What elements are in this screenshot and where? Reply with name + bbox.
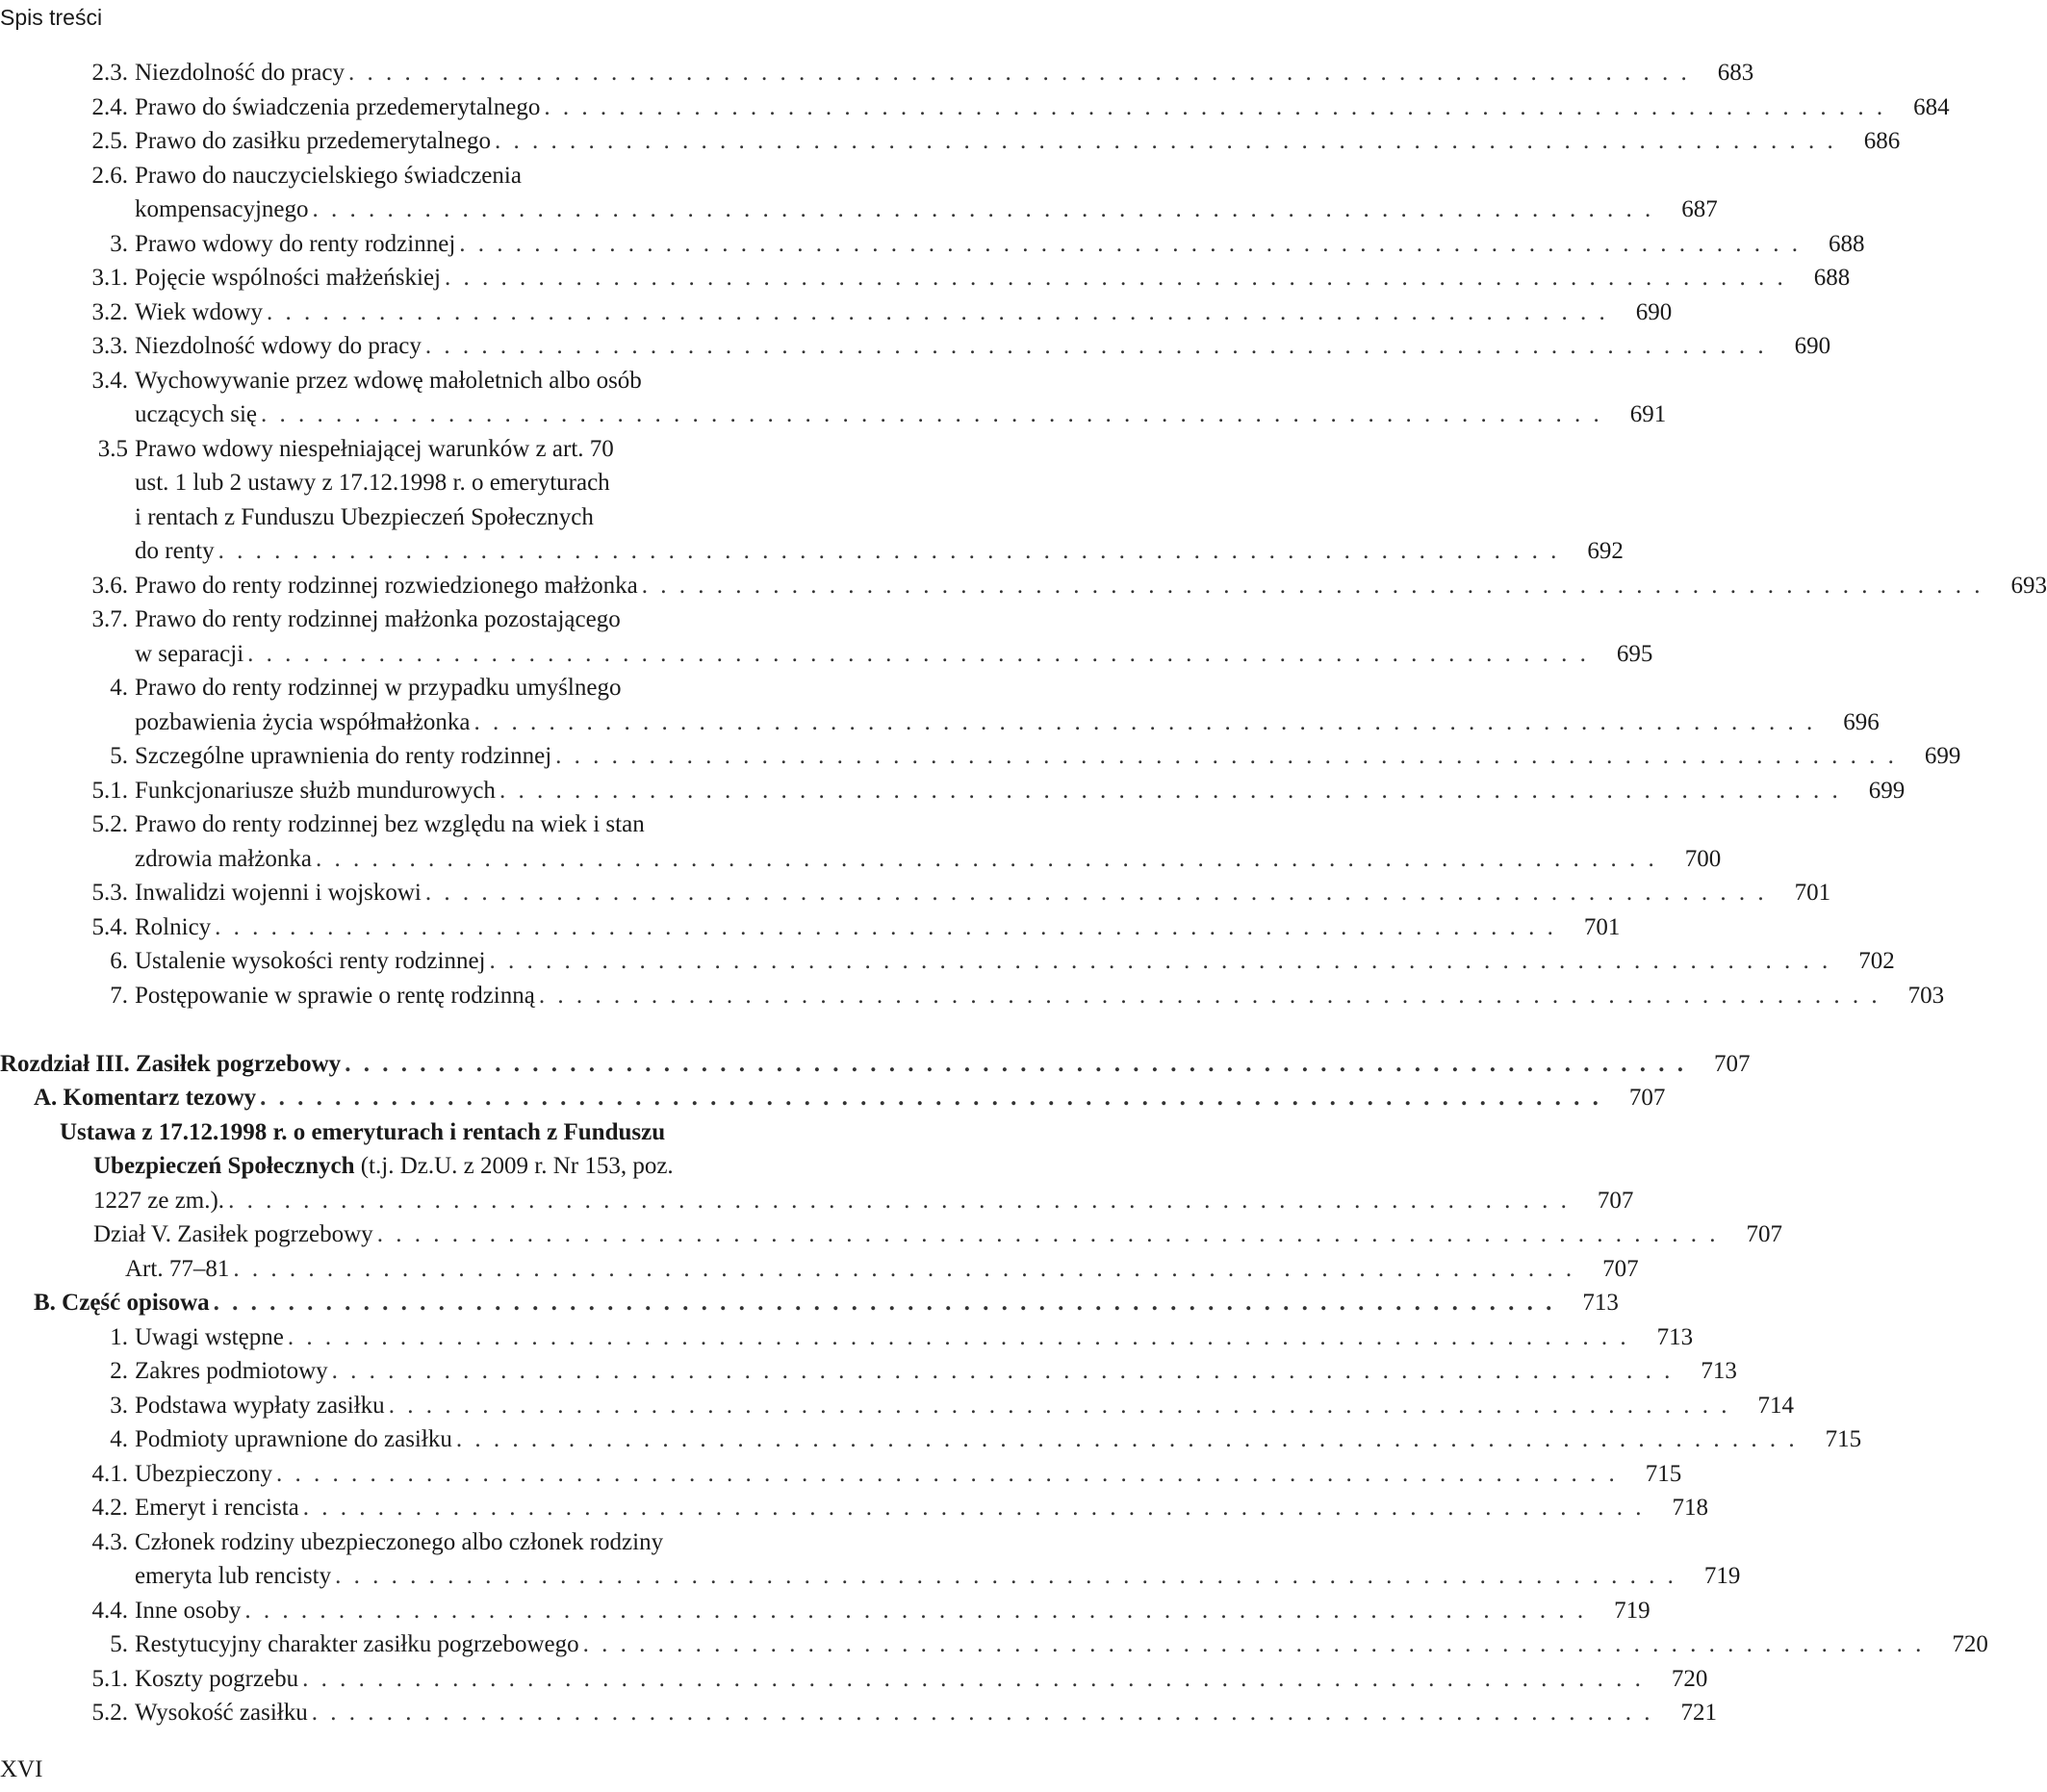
toc-entry[interactable] <box>0 1594 1650 1628</box>
toc-entry[interactable] <box>0 56 1754 90</box>
entry-title-line: Prawo do zasiłku przedemerytalnego <box>135 128 492 154</box>
entry-number: 4. <box>110 675 128 701</box>
entry-title-line: Postępowanie w sprawie o rentę rodzinną <box>135 982 535 1009</box>
entry-title-line: Funkcjonariusze służb mundurowych <box>135 777 496 804</box>
entry-title-line: Uwagi wstępne <box>135 1323 284 1350</box>
act-line-3 <box>60 1184 1634 1218</box>
entry-title-line: kompensacyjnego <box>135 196 309 222</box>
entry-title-line: Podstawa wypłaty zasiłku <box>135 1392 385 1419</box>
leader-dots <box>490 944 1831 979</box>
entry-title-line: Ubezpieczony <box>135 1460 272 1487</box>
leader-dots <box>260 1081 1601 1115</box>
page-number: 691 <box>1629 401 1667 427</box>
entry-number: 5.4. <box>91 913 128 940</box>
entry-number: 2.5. <box>91 128 128 154</box>
leader-dots <box>276 1457 1618 1492</box>
entry-title-line: Prawo do renty rodzinnej rozwiedzionego małżonka <box>135 572 638 599</box>
entry-number: 3. <box>110 230 128 257</box>
entry-number: 4.4. <box>91 1597 128 1624</box>
section-a-title: A. Komentarz tezowy <box>34 1085 257 1111</box>
entry-number: 3.4. <box>91 367 128 394</box>
entry-title-line: pozbawienia życia współmałżonka <box>135 708 471 735</box>
entry-title-line: Pojęcie wspólności małżeńskiej <box>135 265 441 291</box>
page-number: 718 <box>1672 1495 1709 1521</box>
entry-title-line: Prawo do renty rodzinnej bez względu na wiek i stan <box>135 811 645 837</box>
entry-title-line: Wysokość zasiłku <box>135 1700 308 1726</box>
act-line-1: Ustawa z 17.12.1998 r. o emeryturach i rentach z Funduszu <box>60 1118 666 1145</box>
toc-entry[interactable] <box>0 671 1880 739</box>
running-head: Spis treści <box>0 5 103 30</box>
entry-number: 1. <box>110 1323 128 1350</box>
page-number: 707 <box>1602 1255 1639 1282</box>
page-number: 720 <box>1952 1631 1988 1657</box>
entry-number: 3.6. <box>91 572 128 599</box>
toc-entry[interactable] <box>0 1662 1708 1697</box>
chapter-title: Rozdział III. Zasiłek pogrzebowy <box>0 1050 342 1077</box>
entry-title-line: Podmioty uprawnione do zasiłku <box>135 1426 452 1452</box>
entry-title-line: Emeryt i rencista <box>135 1495 299 1521</box>
page-number: 719 <box>1614 1597 1650 1624</box>
leader-dots <box>214 1286 1555 1320</box>
page-number: 715 <box>1645 1460 1682 1487</box>
entry-number: 3.1. <box>91 265 128 291</box>
page-number: 687 <box>1681 196 1718 222</box>
toc-entry[interactable] <box>0 329 1831 364</box>
leader-dots <box>456 1422 1798 1457</box>
leader-dots <box>261 397 1602 432</box>
page-number: 690 <box>1635 298 1673 325</box>
entry-number: 5.2. <box>91 1700 128 1726</box>
page-folio: XVI <box>0 1756 43 1782</box>
entry-title-line: Prawo do nauczycielskiego świadczenia <box>135 162 522 189</box>
entry-title-line: Prawo do renty rodzinnej w przypadku umyślnego <box>135 675 622 701</box>
entry-number: 4. <box>110 1426 128 1452</box>
toc-entry[interactable] <box>0 1354 1737 1389</box>
leader-dots <box>302 1662 1644 1697</box>
toc-entry[interactable] <box>0 295 1673 330</box>
toc-entry[interactable] <box>0 159 1718 227</box>
page-number: 696 <box>1843 708 1880 735</box>
page-number: 713 <box>1701 1358 1737 1384</box>
act-citation-end: 1227 ze zm.). <box>93 1187 225 1214</box>
act-title-bold: Ubezpieczeń Społecznych <box>93 1153 355 1179</box>
entry-title-line: Niezdolność do pracy <box>135 60 345 86</box>
act-line-2 <box>60 1149 895 1184</box>
page-number: 713 <box>1656 1323 1694 1350</box>
page-number: 686 <box>1863 128 1901 154</box>
page-number: 720 <box>1671 1665 1708 1692</box>
leader-dots <box>425 329 1767 364</box>
entry-number: 5. <box>110 743 128 769</box>
entry-title-line: Prawo wdowy do renty rodzinnej <box>135 230 456 257</box>
toc-entry[interactable] <box>0 1389 1794 1423</box>
entry-number: 4.3. <box>91 1528 128 1555</box>
toc-entry[interactable] <box>0 944 1895 979</box>
toc-entry[interactable] <box>0 432 1624 569</box>
toc-entry[interactable] <box>0 1627 1988 1662</box>
page-number: 684 <box>1913 93 1950 120</box>
entry-title-line: Wiek wdowy <box>135 298 263 325</box>
leader-dots <box>583 1627 1925 1662</box>
page-number: 693 <box>2010 572 2047 599</box>
leader-dots <box>348 56 1690 90</box>
page-number: 699 <box>1924 743 1961 769</box>
toc-entry[interactable] <box>0 1696 1717 1730</box>
entry-number: 2.3. <box>91 60 128 86</box>
entry-title-line: w separacji <box>135 640 244 667</box>
toc-entry[interactable] <box>0 227 1865 262</box>
entry-title-line: Prawo do renty rodzinnej małżonka pozostającego <box>135 606 621 632</box>
leader-dots <box>445 261 1786 295</box>
leader-dots <box>312 1696 1653 1730</box>
leader-dots <box>345 1047 1686 1082</box>
page-number: 707 <box>1713 1050 1751 1077</box>
toc-entry[interactable] <box>0 807 1722 876</box>
toc-entry[interactable] <box>0 261 1851 295</box>
leader-dots <box>495 124 1836 159</box>
toc-entry[interactable] <box>0 910 1621 945</box>
leader-dots <box>303 1491 1645 1525</box>
page-number: 699 <box>1868 777 1906 804</box>
leader-dots <box>335 1559 1676 1594</box>
dzial-entry[interactable] <box>0 1217 1782 1252</box>
leader-dots <box>544 90 1885 125</box>
chapter-heading[interactable] <box>0 1047 1751 1082</box>
toc-entry[interactable] <box>0 876 1831 910</box>
act-entry[interactable] <box>0 1115 1634 1218</box>
entry-number: 3.5 <box>97 435 128 462</box>
page-number: 702 <box>1858 948 1895 974</box>
section-b-heading[interactable] <box>0 1286 1619 1320</box>
entry-title-line: Prawo do świadczenia przedemerytalnego <box>135 93 541 120</box>
page-number: 719 <box>1703 1563 1741 1589</box>
entry-number: 3.3. <box>91 333 128 359</box>
page-number: 715 <box>1825 1426 1862 1452</box>
leader-dots <box>316 842 1657 877</box>
entry-title-line: i rentach z Funduszu Ubezpieczeń Społecznych <box>135 503 594 530</box>
toc-section-1 <box>0 56 2047 1012</box>
page-number: 701 <box>1794 880 1831 906</box>
toc-entry[interactable] <box>0 1491 1709 1525</box>
leader-dots <box>473 705 1815 740</box>
entry-title-line: Członek rodziny ubezpieczonego albo członek rodziny <box>135 1528 664 1555</box>
toc-entry[interactable] <box>0 774 1906 808</box>
toc-entry[interactable] <box>0 1422 1862 1457</box>
page-number: 695 <box>1616 640 1653 667</box>
toc-entry[interactable] <box>0 739 1961 774</box>
entry-number: 5.1. <box>91 777 128 804</box>
leader-dots <box>247 637 1589 672</box>
entry-number: 6. <box>110 948 128 974</box>
dzial-title: Dział V. Zasiłek pogrzebowy <box>93 1221 373 1247</box>
entry-title-line: Szczególne uprawnienia do renty rodzinnej <box>135 743 552 769</box>
entry-number: 5.1. <box>91 1665 128 1692</box>
leader-dots <box>228 1184 1570 1218</box>
leader-dots <box>267 295 1608 330</box>
entry-number: 3.7. <box>91 606 128 632</box>
leader-dots <box>215 910 1556 945</box>
page-number: 701 <box>1583 913 1621 940</box>
entry-title-line: do renty <box>135 538 215 564</box>
entry-title-line: Restytucyjny charakter zasiłku pogrzebowego <box>135 1631 579 1657</box>
art-entry[interactable] <box>0 1252 1639 1287</box>
leader-dots <box>499 774 1841 808</box>
leader-dots <box>313 192 1654 227</box>
entry-number: 2.4. <box>91 93 128 120</box>
entry-number: 5.2. <box>91 811 128 837</box>
entry-title-line: uczących się <box>135 401 258 427</box>
entry-number: 5. <box>110 1631 128 1657</box>
toc-entry[interactable] <box>0 1525 1741 1594</box>
leader-dots <box>288 1320 1629 1355</box>
entry-title-line: Inwalidzi wojenni i wojskowi <box>135 880 422 906</box>
leader-dots <box>555 739 1897 774</box>
entry-title-line: Koszty pogrzebu <box>135 1665 299 1692</box>
toc-section-b <box>0 1320 1988 1730</box>
leader-dots <box>539 979 1881 1013</box>
entry-title-line: ust. 1 lub 2 ustawy z 17.12.1998 r. o emeryturach <box>135 470 610 496</box>
page-number: 713 <box>1582 1290 1619 1316</box>
page-number: 707 <box>1628 1085 1666 1111</box>
toc-entry[interactable] <box>0 602 1653 671</box>
art-title: Art. 77–81 <box>125 1255 230 1282</box>
act-citation: (t.j. Dz.U. z 2009 r. Nr 153, poz. <box>354 1153 674 1179</box>
leader-dots <box>425 876 1767 910</box>
leader-dots <box>459 227 1801 262</box>
entry-number: 4.1. <box>91 1460 128 1487</box>
table-of-contents <box>0 56 2047 1730</box>
entry-title-line: Wychowywanie przez wdowę małoletnich albo osób <box>135 367 642 394</box>
entry-title-line: Prawo wdowy niespełniającej warunków z art. 70 <box>135 435 614 462</box>
toc-entry[interactable] <box>0 979 1945 1013</box>
entry-title-line: zdrowia małżonka <box>135 845 312 872</box>
entry-number: 3. <box>110 1392 128 1419</box>
page-number: 703 <box>1907 982 1945 1009</box>
entry-title-line: Niezdolność wdowy do pracy <box>135 333 422 359</box>
entry-number: 5.3. <box>91 880 128 906</box>
entry-number: 7. <box>110 982 128 1009</box>
entry-number: 2. <box>110 1358 128 1384</box>
page-number: 700 <box>1684 845 1722 872</box>
page-number: 714 <box>1757 1392 1794 1419</box>
leader-dots <box>244 1594 1586 1628</box>
page-number: 683 <box>1717 60 1754 86</box>
entry-title-line: emeryta lub rencisty <box>135 1563 332 1589</box>
toc-entry[interactable] <box>0 90 1950 125</box>
entry-title-line: Rolnicy <box>135 913 212 940</box>
leader-dots <box>377 1217 1719 1252</box>
entry-title-line: Inne osoby <box>135 1597 242 1624</box>
toc-entry[interactable] <box>0 364 1667 432</box>
leader-dots <box>218 534 1560 569</box>
page-number: 688 <box>1813 265 1851 291</box>
entry-title-line: Zakres podmiotowy <box>135 1358 328 1384</box>
leader-dots <box>332 1354 1674 1389</box>
page-number: 688 <box>1829 230 1865 257</box>
leader-dots <box>389 1389 1730 1423</box>
toc-entry[interactable] <box>0 569 2047 603</box>
leader-dots <box>233 1252 1574 1287</box>
entry-title-line: Ustalenie wysokości renty rodzinnej <box>135 948 486 974</box>
page-number: 707 <box>1597 1187 1634 1214</box>
entry-number: 2.6. <box>91 162 128 189</box>
page-number: 692 <box>1587 538 1624 564</box>
page-number: 721 <box>1680 1700 1717 1726</box>
section-b-title: B. Część opisowa <box>34 1290 210 1316</box>
section-a-heading[interactable] <box>0 1081 1666 1115</box>
page-number: 707 <box>1746 1221 1782 1247</box>
entry-number: 4.2. <box>91 1495 128 1521</box>
toc-entry[interactable] <box>0 1320 1694 1355</box>
page-number: 690 <box>1794 333 1831 359</box>
toc-entry[interactable] <box>0 1457 1682 1492</box>
leader-dots <box>642 569 1983 603</box>
toc-entry[interactable] <box>0 124 1901 159</box>
entry-number: 3.2. <box>91 298 128 325</box>
